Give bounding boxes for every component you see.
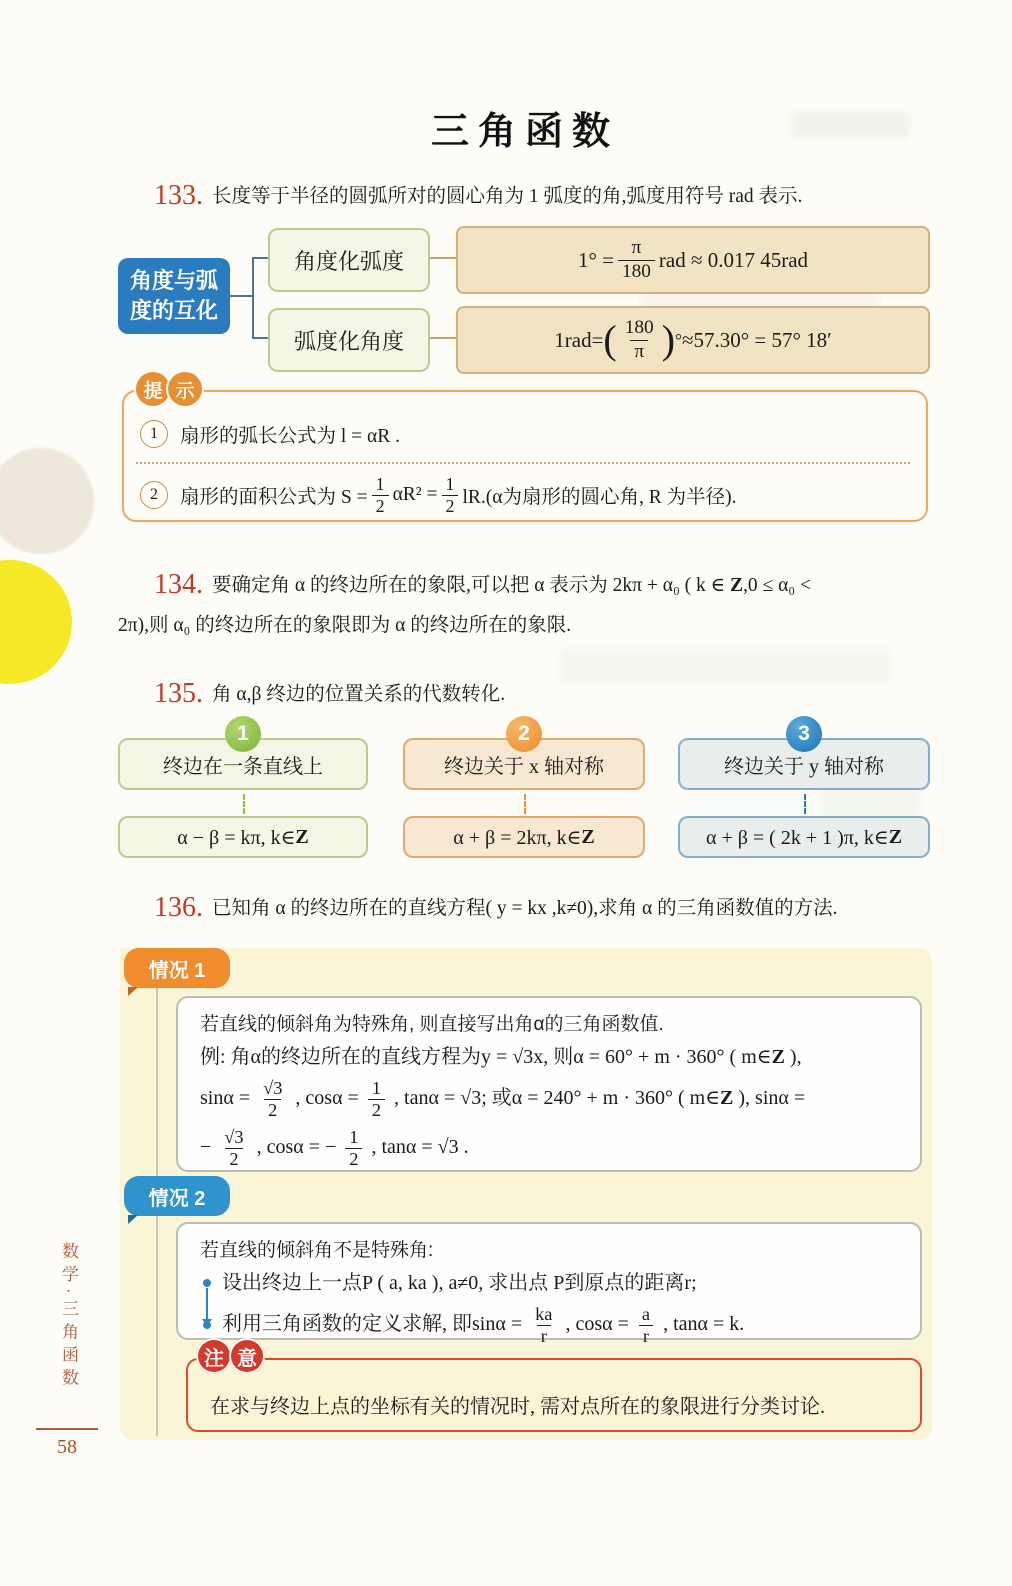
page-number: 58 (57, 1436, 77, 1458)
flow-formula-rad-to-deg: 1rad= ( $\frac{180}{\pi}$ ) ° ≈57.30° = 57° 18′ (456, 306, 930, 374)
formula-fragment: , cosα = (290, 1087, 364, 1109)
case-1-box (176, 996, 922, 1172)
item-133-number: 133. (154, 180, 203, 211)
formula-fragment: α + β = 2kπ, k∈ (453, 826, 582, 849)
item-134-text: 要确定角 α 的终边所在的象限,可以把 α 表示为 2kπ + α₀ ( k ∈ (212, 575, 730, 596)
item-133-heading (118, 180, 936, 214)
formula-fragment: − (200, 1136, 217, 1158)
circled-number-2: 2 (140, 481, 168, 509)
fraction: $\frac{180}{\pi}$ (624, 317, 654, 362)
case-1-tab: 情况 1 (124, 948, 230, 988)
sidebar-book-label: 数学·三角函数 (59, 1242, 78, 1392)
formula-fragment: rad ≈ 0.017 45rad (658, 247, 809, 272)
item-134-text: ,0 ≤ α₀ < (743, 575, 811, 596)
decorative-beige-circle (0, 448, 94, 554)
diagram-column-3 (678, 716, 930, 856)
flow-connector (252, 257, 254, 339)
case-2-bullet-2 (200, 1300, 898, 1349)
blackboard-z: Z (295, 825, 309, 848)
formula-fragment: ), (784, 1046, 802, 1068)
page-title: 三角函数 (430, 111, 619, 153)
hint-item-1-text: 扇形的弧长公式为 l = αR . (180, 426, 401, 447)
flow-connector (252, 337, 268, 339)
flow-connector (428, 257, 456, 259)
diagram-formula-1 (118, 816, 368, 858)
diagram-header-1: 终边在一条直线上 (118, 738, 368, 790)
flow-connector (428, 337, 456, 339)
item-136-heading (118, 892, 936, 926)
diagram-column-1 (118, 716, 368, 856)
fraction: $\frac{ka}{r}$ (535, 1303, 553, 1346)
formula-fragment: , tanα = √3; 或α = 240° + m · 360° ( m∈ (389, 1087, 721, 1109)
case-1-line-2 (200, 1040, 898, 1074)
arrow-down-icon (524, 794, 526, 814)
formula-fragment: 扇形的面积公式为 S = (180, 487, 368, 508)
case-2-box (176, 1222, 922, 1346)
diagram-header-3: 终边关于 y 轴对称 (678, 738, 930, 790)
formula-fragment: , tanα = k. (658, 1313, 745, 1335)
formula-fragment: ), sinα = (733, 1087, 806, 1109)
formula-fragment: αR² = (392, 484, 438, 505)
flow-connector (230, 295, 254, 297)
blackboard-z: Z (720, 1087, 734, 1109)
fraction: $\frac{1}{2}$ (345, 1127, 362, 1170)
item-135-number: 135. (154, 678, 203, 709)
step-2-badge: 2 (506, 716, 542, 752)
decorative-yellow-circle (0, 560, 72, 684)
case-1-line-1: 若直线的倾斜角为特殊角, 则直接写出角α的三角函数值. (200, 1014, 664, 1035)
formula-fragment: lR.(α为扇形的圆心角, R 为半径). (462, 487, 737, 508)
hint-item-1 (140, 420, 915, 448)
formula-fragment: 设出终边上一点P ( a, ka ), a≠0, 求出点 P到原点的距离r; (222, 1272, 697, 1294)
diagram-header-2: 终边关于 x 轴对称 (403, 738, 645, 790)
flow-branch-deg-to-rad: 角度化弧度 (268, 228, 430, 292)
hint-badge-icon: 示 (168, 372, 202, 406)
blackboard-z: Z (729, 575, 743, 596)
sidebar-divider (36, 1428, 98, 1430)
blackboard-z: Z (771, 1046, 785, 1068)
item-133-text: 长度等于半径的圆弧所对的圆心角为 1 弧度的角,弧度用符号 rad 表示. (212, 186, 803, 207)
step-3-badge: 3 (786, 716, 822, 752)
arrow-down-icon (243, 794, 245, 814)
diagram-formula-3 (678, 816, 930, 858)
fraction: $\frac{√3}{2}$ (224, 1126, 244, 1169)
case-2-bullet-1 (200, 1266, 898, 1300)
hint-badge (136, 372, 200, 406)
note-badge-icon: 意 (229, 1338, 265, 1374)
item-135-heading (118, 678, 936, 712)
case-1-line-3 (200, 1074, 898, 1123)
note-badge (196, 1338, 262, 1374)
case-2-tab: 情况 2 (124, 1176, 230, 1216)
flow-root-line1: 角度与弧 (129, 268, 218, 293)
flow-formula-deg-to-rad (456, 226, 930, 294)
diagram-column-2 (403, 716, 645, 856)
formula-fragment: sinα = (200, 1087, 256, 1109)
hint-item-2 (140, 472, 915, 518)
degree-sup: ° (674, 329, 682, 350)
dotted-divider (136, 462, 910, 464)
flow-branch-rad-to-deg: 弧度化角度 (268, 308, 430, 372)
diagram-formula-2 (403, 816, 645, 858)
blackboard-z: Z (888, 825, 903, 848)
hint-badge-icon: 提 (136, 372, 170, 406)
fraction: $\frac{\pi}{180}$ (618, 237, 655, 282)
fraction: $\frac{1}{2}$ (442, 474, 459, 516)
flow-connector (252, 257, 268, 259)
formula-fragment: 例: 角α的终边所在的直线方程为y = √3x, 则α = 60° + m · 360° ( m∈ (200, 1046, 772, 1068)
step-1-badge: 1 (225, 716, 261, 752)
flow-root-line2: 度的互化 (129, 298, 218, 323)
blackboard-z: Z (581, 825, 595, 848)
note-text: 在求与终边上点的坐标有关的情况时, 需对点所在的象限进行分类讨论. (210, 1396, 825, 1418)
formula-fragment: , cosα = (560, 1313, 634, 1335)
formula-fragment: , cosα = − (251, 1136, 342, 1158)
item-136-number: 136. (154, 892, 203, 923)
item-134-number: 134. (154, 569, 203, 600)
item-135-text: 角 α,β 终边的位置关系的代数转化. (212, 684, 506, 705)
item-136-text: 已知角 α 的终边所在的直线方程( y = kx ,k≠0),求角 α 的三角函数值的方法. (212, 898, 838, 919)
case-1-line-4 (200, 1123, 898, 1172)
fraction: $\frac{√3}{2}$ (263, 1077, 283, 1120)
formula-fragment: 利用三角函数的定义求解, 即sinα = (222, 1313, 528, 1335)
arrow-down-icon (804, 794, 806, 814)
formula-fragment: ≈57.30° = 57° 18′ (681, 327, 832, 352)
flow-root-box (118, 258, 230, 334)
formula-fragment: 1° = (577, 247, 614, 272)
fraction: $\frac{1}{2}$ (372, 474, 389, 516)
fraction: $\frac{1}{2}$ (368, 1078, 385, 1121)
formula-fragment: α − β = kπ, k∈ (177, 826, 296, 849)
case-2-line-1: 若直线的倾斜角不是特殊角: (200, 1240, 434, 1261)
formula-fragment: 1rad= (554, 327, 604, 352)
item-134-text-line2: 2π),则 α₀ 的终边所在的象限即为 α 的终边所在的象限. (118, 615, 572, 636)
circled-number-1: 1 (140, 420, 168, 448)
item-134 (118, 566, 936, 646)
fraction: $\frac{a}{r}$ (638, 1304, 654, 1347)
formula-fragment: , tanα = √3 . (366, 1136, 469, 1158)
note-badge-icon: 注 (196, 1338, 232, 1374)
formula-fragment: α + β = ( 2k + 1 )π, k∈ (705, 826, 889, 849)
